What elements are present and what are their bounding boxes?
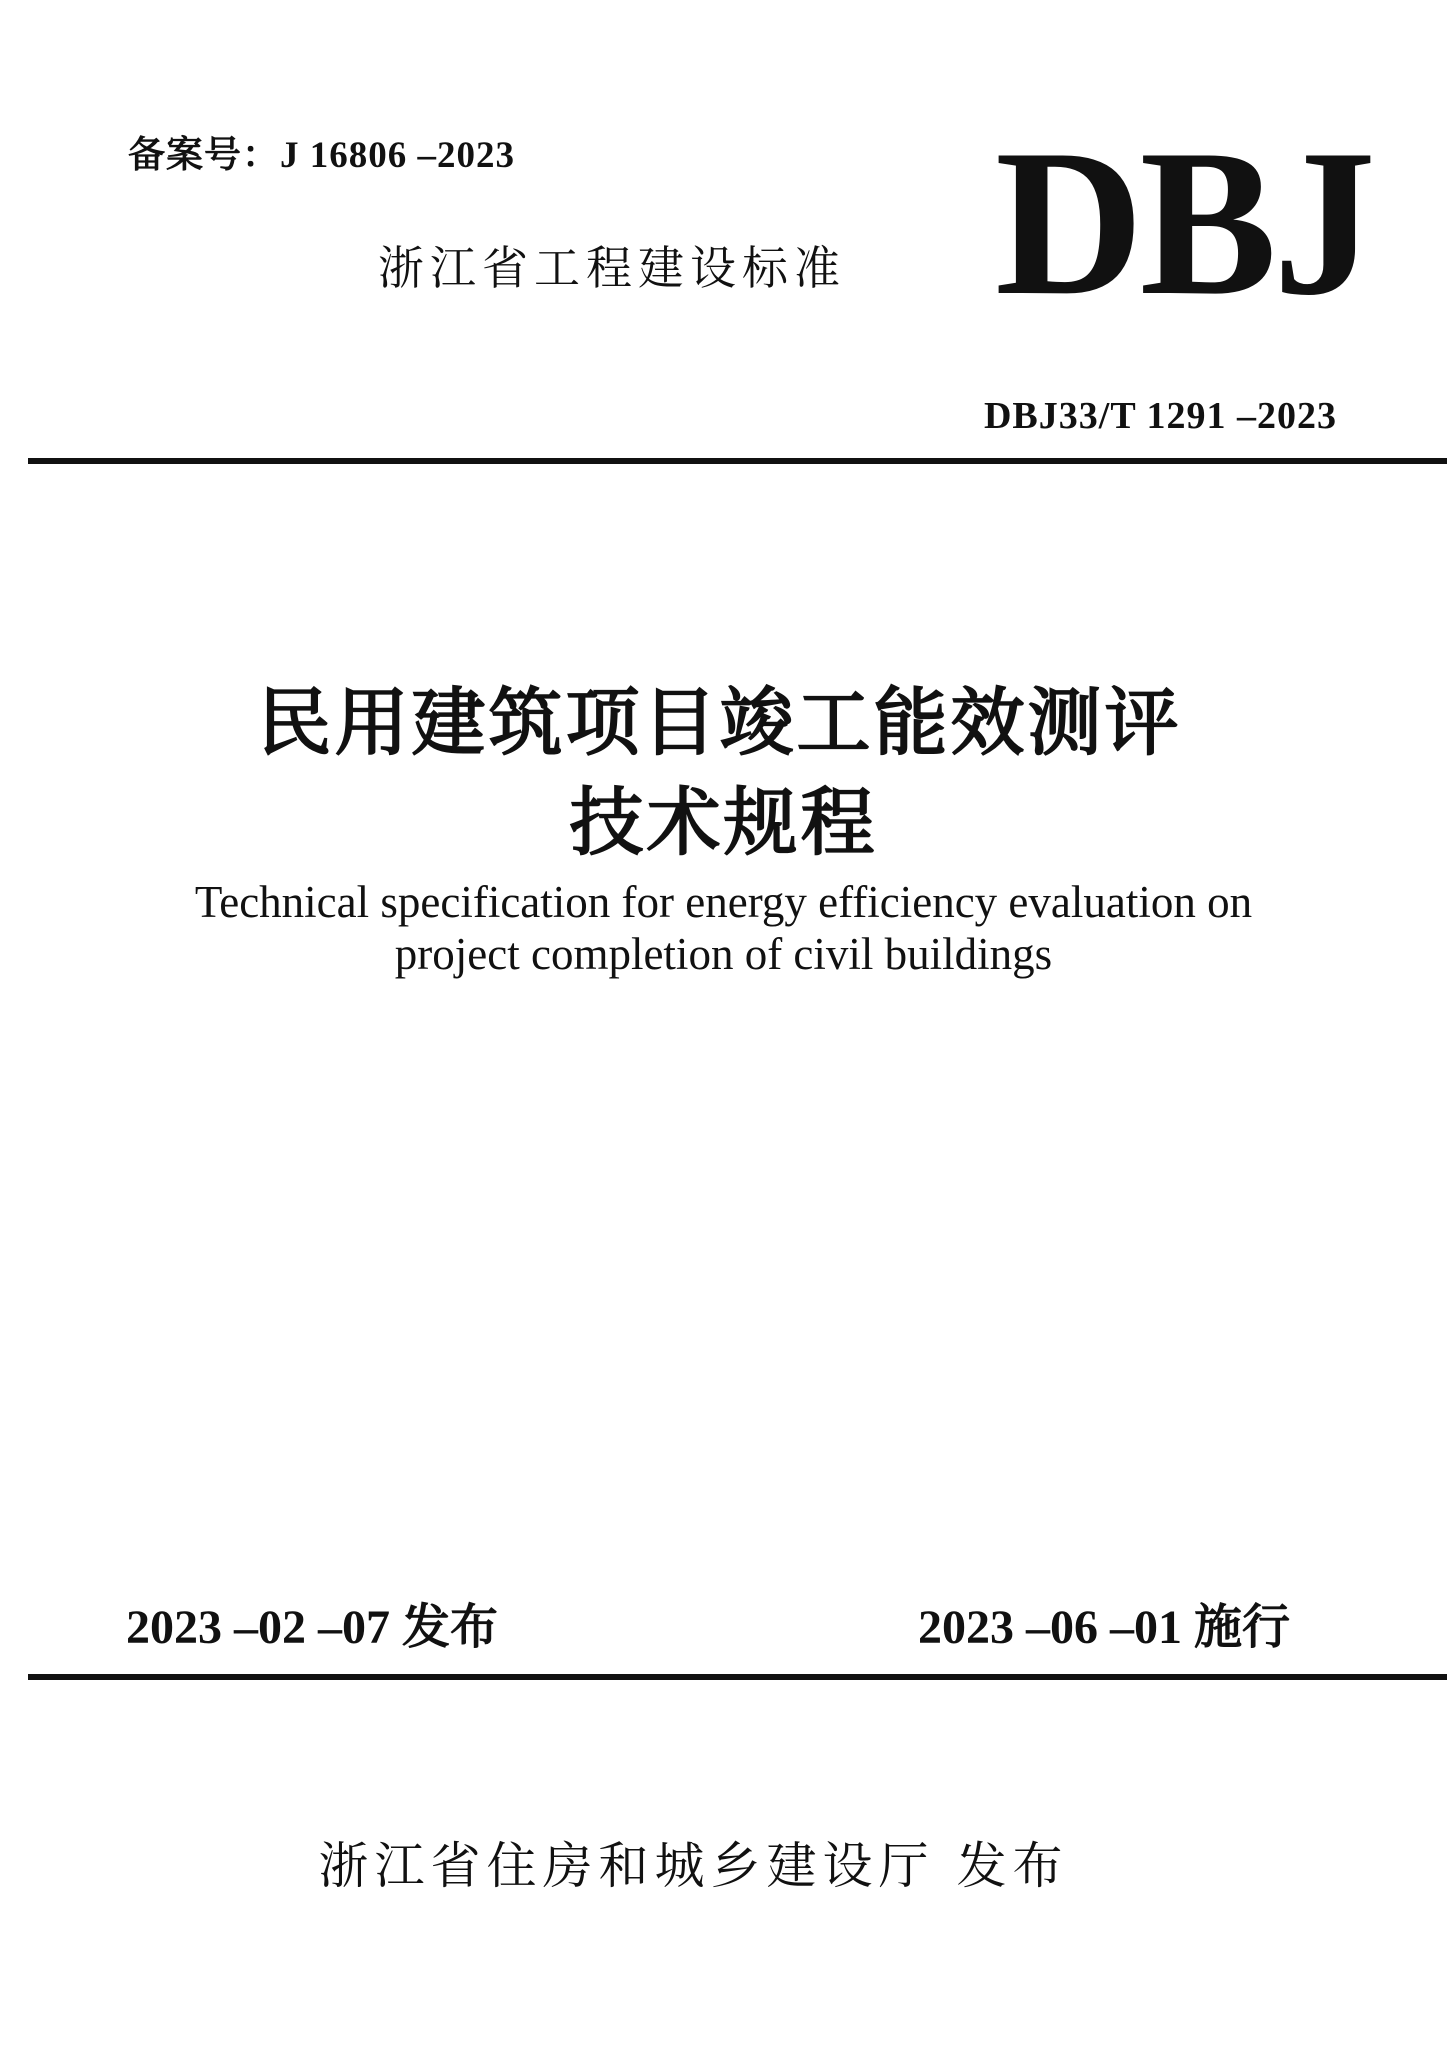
issue-date: 2023 –02 –07 发布 [126,1601,499,1654]
effective-date: 2023 –06 –01 施行 [918,1601,1291,1654]
standard-category: 浙江省工程建设标准 [378,241,846,295]
title-zh-line1: 民用建筑项目竣工能效测评 [257,680,1182,766]
title-en [0,876,1447,980]
record-number: 备案号：J 16806 –2023 [128,135,515,176]
dbj-logo: DBJ [995,107,1373,339]
publisher: 浙江省住房和城乡建设厅 发布 [318,1837,1069,1895]
title-en-line2: project completion of civil buildings [394,929,1053,979]
top-divider [28,458,1447,464]
standard-code: DBJ33/T 1291 –2023 [983,395,1337,437]
title-en-line1: Technical specification for energy efficiency evaluation on [194,877,1253,927]
bottom-divider [28,1674,1447,1680]
title-zh-line2: 技术规程 [569,780,878,866]
